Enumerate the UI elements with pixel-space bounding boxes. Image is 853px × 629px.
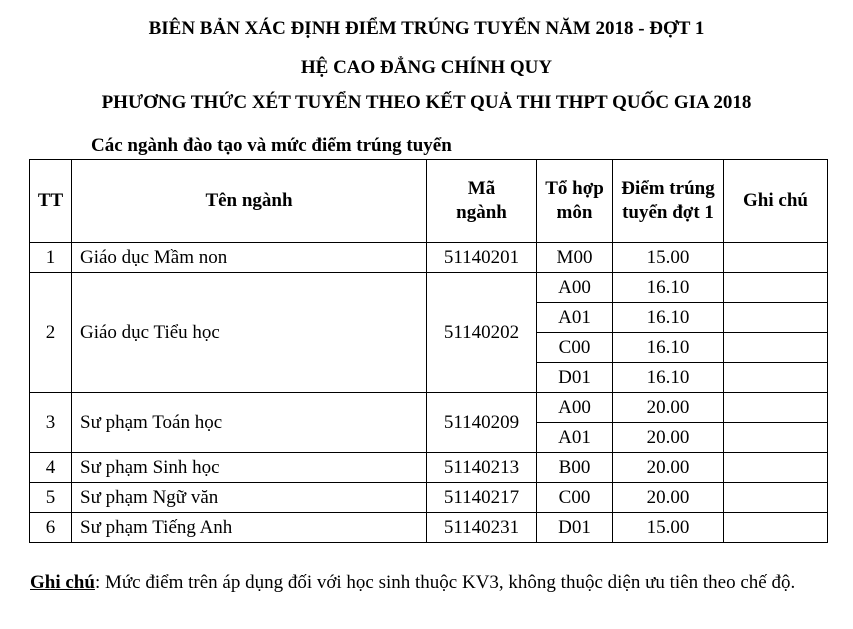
table-body [30, 243, 828, 543]
header-score-line2: tuyển đợt 1 [622, 202, 714, 223]
cell-combo: A01 [537, 423, 613, 453]
cell-code: 51140201 [427, 243, 537, 273]
header-tt: TT [30, 160, 72, 243]
cell-combo: D01 [537, 513, 613, 543]
cell-score: 20.00 [613, 483, 724, 513]
cell-name: Sư phạm Sinh học [72, 453, 427, 483]
cell-score: 16.10 [613, 333, 724, 363]
cell-name: Sư phạm Tiếng Anh [72, 513, 427, 543]
cell-tt: 5 [30, 483, 72, 513]
cell-combo: B00 [537, 453, 613, 483]
cell-code: 51140213 [427, 453, 537, 483]
cell-name: Sư phạm Ngữ văn [72, 483, 427, 513]
header-combo [537, 160, 613, 243]
cell-note [724, 243, 828, 273]
cell-note [724, 483, 828, 513]
table-row [30, 483, 828, 513]
admission-scores-table [29, 159, 828, 543]
cell-tt: 2 [30, 273, 72, 393]
cell-score: 16.10 [613, 273, 724, 303]
cell-combo: M00 [537, 243, 613, 273]
cell-name: Giáo dục Mầm non [72, 243, 427, 273]
document-title: BIÊN BẢN XÁC ĐỊNH ĐIỂM TRÚNG TUYỂN NĂM 2018 - ĐỢT 1 [148, 18, 705, 39]
header-name: Tên ngành [72, 160, 427, 243]
cell-note [724, 363, 828, 393]
cell-score: 15.00 [613, 513, 724, 543]
cell-note [724, 303, 828, 333]
table-row [30, 243, 828, 273]
header-code-line2: ngành [456, 202, 507, 223]
cell-score: 20.00 [613, 393, 724, 423]
cell-code: 51140202 [427, 273, 537, 393]
table-row [30, 513, 828, 543]
cell-code: 51140231 [427, 513, 537, 543]
cell-note [724, 273, 828, 303]
cell-score: 20.00 [613, 423, 724, 453]
cell-score: 15.00 [613, 243, 724, 273]
table-row [30, 393, 828, 423]
header-combo-line1: Tổ hợp [545, 178, 604, 199]
cell-tt: 4 [30, 453, 72, 483]
cell-combo: D01 [537, 363, 613, 393]
section-heading: Các ngành đào tạo và mức điểm trúng tuyển [91, 135, 452, 156]
document-subtitle-method: PHƯƠNG THỨC XÉT TUYỂN THEO KẾT QUẢ THI THPT QUỐC GIA 2018 [101, 92, 752, 113]
document-subtitle-program: HỆ CAO ĐẲNG CHÍNH QUY [300, 57, 553, 78]
cell-combo: A01 [537, 303, 613, 333]
header-combo-line2: môn [556, 202, 593, 223]
cell-note [724, 453, 828, 483]
cell-combo: C00 [537, 483, 613, 513]
cell-code: 51140209 [427, 393, 537, 453]
cell-combo: A00 [537, 393, 613, 423]
table-row [30, 453, 828, 483]
cell-note [724, 513, 828, 543]
cell-combo: C00 [537, 333, 613, 363]
header-note: Ghi chú [724, 160, 828, 243]
cell-tt: 6 [30, 513, 72, 543]
cell-tt: 1 [30, 243, 72, 273]
cell-score: 16.10 [613, 303, 724, 333]
table-row [30, 273, 828, 303]
header-code-line1: Mã [467, 178, 496, 199]
cell-name: Sư phạm Toán học [72, 393, 427, 453]
cell-tt: 3 [30, 393, 72, 453]
footnote-text: : Mức điểm trên áp dụng đối với học sinh thuộc KV3, không thuộc diện ưu tiên theo chế độ. [94, 572, 796, 593]
header-score [613, 160, 724, 243]
cell-note [724, 423, 828, 453]
cell-code: 51140217 [427, 483, 537, 513]
cell-note [724, 393, 828, 423]
footnote-label: Ghi chú [30, 572, 95, 593]
cell-score: 20.00 [613, 453, 724, 483]
table-header-row [30, 160, 828, 243]
header-score-line1: Điểm trúng [621, 178, 715, 199]
cell-name: Giáo dục Tiểu học [72, 273, 427, 393]
cell-note [724, 333, 828, 363]
footnote [30, 571, 842, 595]
cell-combo: A00 [537, 273, 613, 303]
header-code [427, 160, 537, 243]
cell-score: 16.10 [613, 363, 724, 393]
